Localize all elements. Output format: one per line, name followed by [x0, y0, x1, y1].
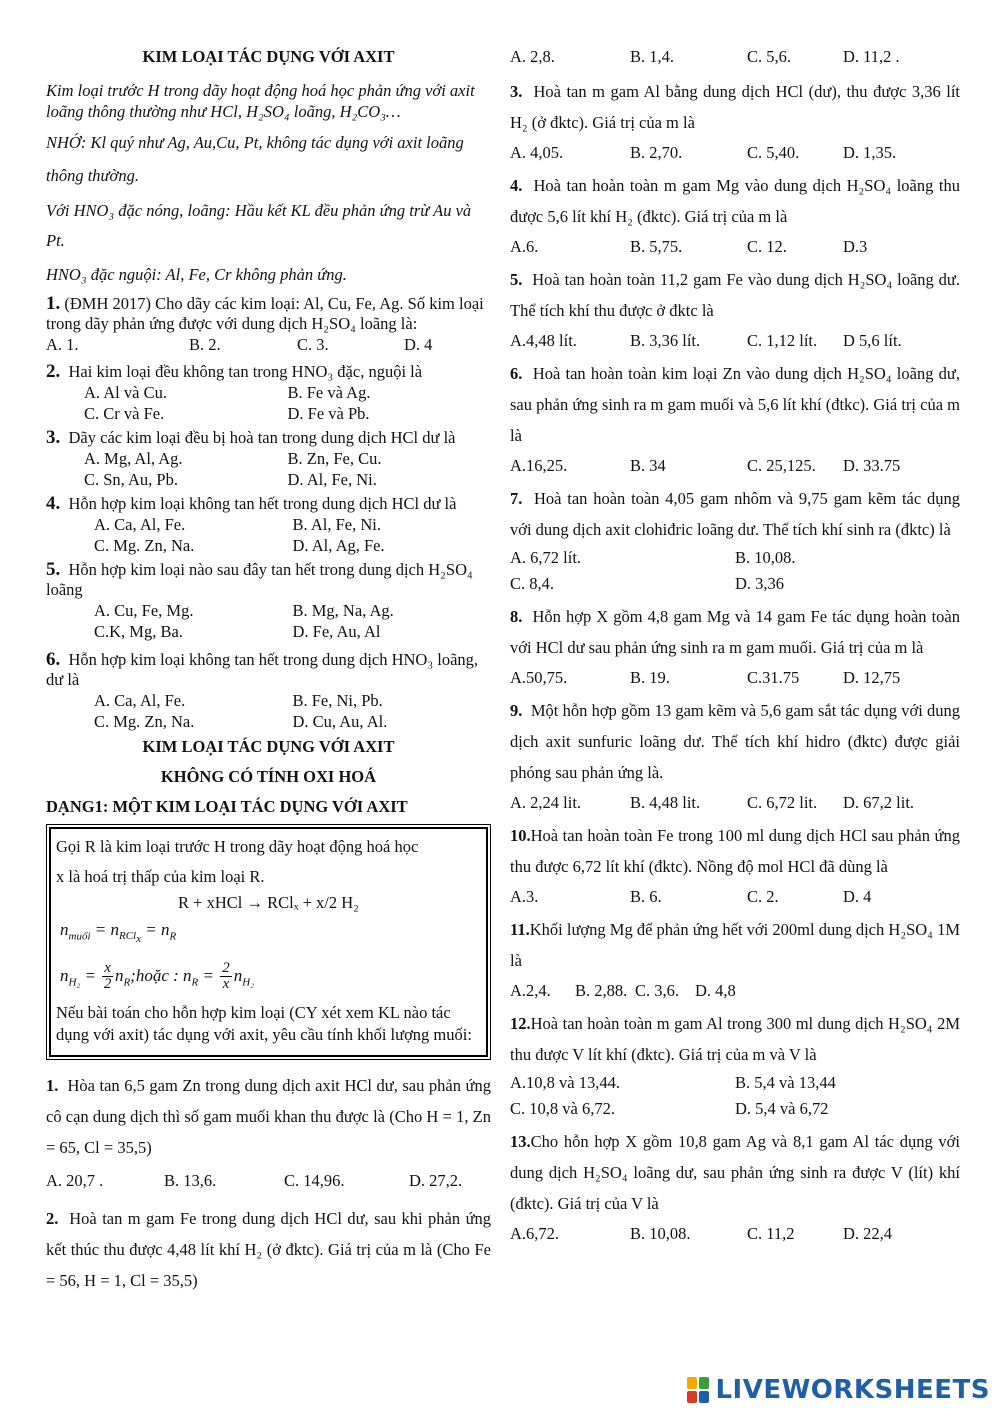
option-a[interactable]: A. 6,72 lít. [510, 548, 582, 567]
option-c[interactable]: C. 5,40. [747, 143, 800, 162]
option-c[interactable]: C. Mg. Zn, Na. [94, 536, 195, 555]
answer-options [510, 326, 960, 356]
question-number: 3. [510, 82, 523, 101]
option-d[interactable]: D. 3,36 [735, 574, 785, 593]
reaction-equation: R + xHCl → RClₓ + x/2 H₂ [178, 893, 359, 912]
option-d[interactable]: D. 4,8 [695, 981, 736, 1000]
note-text: NHỚ: Kl quý như Ag, Au,Cu, Pt, không tác dụng với axit loãng thông thường. [46, 133, 464, 185]
question-number: 2. [46, 1208, 59, 1228]
option-a[interactable]: A. Mg, Al, Ag. [84, 449, 183, 468]
option-d[interactable]: D. 67,2 lit. [843, 793, 915, 812]
question-text: Hoà tan hoàn toàn 11,2 gam Fe vào dung dịch H₂SO₄ loãng dư. Thể tích khí thu được ở đktc là [510, 270, 961, 320]
question-number: 5. [46, 559, 61, 580]
question-number: 10. [510, 826, 531, 845]
section-title: KHÔNG CÓ TÍNH OXI HOÁ [160, 767, 377, 786]
question-text: Hòa tan 6,5 gam Zn trong dung dịch axit HCl dư, sau phản ứng cô cạn dung dịch thì số gam muối khan thu được là (Cho H = 1, Zn = 65, Cl = 35,5) [46, 1075, 491, 1157]
note-text: HNO₃ đặc nguội: Al, Fe, Cr không phản ứng. [46, 265, 347, 284]
box-text: x là hoá trị thấp của kim loại R. [56, 867, 265, 886]
question-text: Hoà tan hoàn toàn m gam Al trong 300 ml dung dịch H₂SO₄ 2M thu được V lít khí (đktc). Giá trị của m và V là [510, 1014, 960, 1064]
question-text: Một hỗn hợp gồm 13 gam kẽm và 5,6 gam sắt tác dụng với dung dịch axit sunfuric loãng dư. Thể tích khí hidro (đktc) được giải phóng sau phản ứng là. [510, 701, 961, 782]
option-b[interactable]: B. Zn, Fe, Cu. [287, 449, 382, 468]
option-b[interactable]: B. 4,48 lit. [630, 793, 701, 812]
section-title: KIM LOẠI TÁC DỤNG VỚI AXIT [142, 47, 395, 66]
option-b[interactable]: B. 1,4. [630, 47, 675, 66]
note-text: Kim loại trước H trong dãy hoạt động hoá học phản ứng với axit loãng thông thường như HCl, H₂SO₄ loãng, H₂CO₃… [46, 81, 475, 121]
question [510, 1126, 960, 1219]
option-d[interactable]: D. Fe và Pb. [287, 404, 370, 423]
option-a[interactable]: A.2,4. [510, 981, 551, 1000]
exercise [46, 1203, 491, 1296]
option-c[interactable]: C. 3. [297, 335, 329, 354]
option-d[interactable]: D. 27,2. [409, 1170, 463, 1190]
question-text: Hai kim loại đều không tan trong HNO₃ đặc, nguội là [68, 362, 423, 381]
option-b[interactable]: B. Fe, Ni, Pb. [292, 691, 383, 710]
question [46, 294, 491, 334]
question [46, 428, 491, 448]
option-d[interactable]: D.3 [843, 237, 868, 256]
option-b[interactable]: B. Mg, Na, Ag. [292, 601, 394, 620]
answer-options [510, 451, 960, 481]
answer-options [510, 976, 960, 1006]
option-c[interactable]: C. 12. [747, 237, 787, 256]
box-text: Gọi R là kim loại trước H trong dãy hoạt động hoá học [56, 837, 419, 856]
answer-options [510, 663, 960, 693]
question-number: 8. [510, 607, 523, 626]
answer-options [510, 788, 960, 818]
answer-options [46, 1165, 491, 1197]
option-a[interactable]: A. 20,7 . [46, 1170, 104, 1190]
left-column [46, 46, 491, 1296]
option-b[interactable]: B. 19. [630, 668, 670, 687]
liveworksheets-logo [687, 1373, 990, 1407]
question [46, 560, 491, 600]
option-c[interactable]: C. 8,4. [510, 574, 555, 593]
option-b[interactable]: B. 2,88. [575, 981, 628, 1000]
option-c[interactable]: C. 1,12 lít. [747, 331, 818, 350]
option-d[interactable]: D. Fe, Au, Al [292, 622, 381, 641]
answer-options [46, 514, 491, 556]
answer-options [46, 600, 491, 642]
question [510, 170, 960, 232]
option-a[interactable]: A.4,48 lít. [510, 331, 577, 350]
option-d[interactable]: D 5,6 lít. [843, 331, 902, 350]
logo-icon [687, 1377, 709, 1403]
option-b[interactable]: B. 2,70. [630, 143, 683, 162]
option-d[interactable]: D. 4 [404, 335, 433, 354]
right-question-list [510, 76, 960, 1249]
option-d[interactable]: D. 12,75 [843, 668, 901, 687]
logo-text: LIVEWORKSHEETS [715, 1375, 990, 1405]
option-b[interactable]: B. 34 [630, 456, 666, 475]
question-text: Hỗn hợp X gồm 4,8 gam Mg và 14 gam Fe tác dụng hoàn toàn với HCl dư sau phản ứng sinh ra m gam muối. Giá trị của m là [510, 607, 960, 657]
question-number: 7. [510, 489, 523, 508]
option-a[interactable]: A. 2,8. [510, 47, 555, 66]
question-text: Hoà tan m gam Al bằng dung dịch HCl (dư), thu được 3,36 lít H₂ (ở đktc). Giá trị của m là [510, 82, 961, 132]
option-c[interactable]: C. 14,96. [284, 1170, 345, 1190]
question-number: 1. [46, 1075, 59, 1095]
option-d[interactable]: D. Cu, Au, Al. [292, 712, 388, 731]
question-text: Hỗn hợp kim loại không tan hết trong dung dịch HNO₃ loãng, dư là [46, 650, 479, 689]
question [510, 483, 960, 545]
question [510, 1008, 960, 1070]
question-text: (ĐMH 2017) Cho dãy các kim loại: Al, Cu, Fe, Ag. Số kim loại trong dãy phản ứng được với dung dịch H₂SO₄ loãng là: [46, 294, 484, 333]
question [510, 358, 960, 451]
option-d[interactable]: D. 11,2 . [843, 47, 900, 66]
option-a[interactable]: A. Cu, Fe, Mg. [94, 601, 194, 620]
option-a[interactable]: A.3. [510, 887, 539, 906]
option-d[interactable]: D. 4 [843, 887, 872, 906]
answer-options [510, 232, 960, 262]
question-number: 6. [46, 649, 61, 670]
option-d[interactable]: D. 5,4 và 6,72 [735, 1099, 829, 1118]
answer-options [510, 882, 960, 912]
question-number: 4. [46, 493, 61, 514]
question-number: 9. [510, 701, 523, 720]
option-c[interactable]: C. 6,72 lit. [747, 793, 818, 812]
question-number: 5. [510, 270, 523, 289]
option-b[interactable]: B. Al, Fe, Ni. [292, 515, 381, 534]
question [510, 914, 960, 976]
option-b[interactable]: B. 5,75. [630, 237, 683, 256]
answer-options [510, 545, 960, 597]
option-a[interactable]: A. 2,24 lit. [510, 793, 582, 812]
question-number: 1. [46, 293, 61, 314]
right-column [510, 44, 960, 1249]
option-a[interactable]: A.50,75. [510, 668, 568, 687]
formula-box [46, 824, 491, 1060]
question-text: Khối lượng Mg để phản ứng hết với 200ml dung dịch H₂SO₄ 1M là [510, 920, 960, 970]
answer-options [510, 44, 960, 70]
answer-options [46, 334, 491, 356]
option-d[interactable]: D. 22,4 [843, 1224, 893, 1243]
question-text: Hoà tan hoàn toàn m gam Mg vào dung dịch H₂SO₄ loãng thu được 5,6 lít khí H₂ (đktc). Giá trị của m là [510, 176, 961, 226]
option-a[interactable]: A. 1. [46, 335, 79, 354]
question-number: 4. [510, 176, 523, 195]
question-text: Hoà tan m gam Fe trong dung dịch HCl dư, sau khi phản ứng kết thúc thu được 4,48 lít khí H₂ (ở đktc). Giá trị của m là (Cho Fe = 56, H = 1, Cl = 35,5) [46, 1208, 492, 1290]
box-note: Nếu bài toán cho hỗn hợp kim loại (CY xét xem KL nào tác dụng với axit) tác dụng với axit, yêu cầu tính khối lượng muối: [56, 1002, 472, 1044]
question-text: Hỗn hợp kim loại nào sau đây tan hết trong dung dịch H₂SO₄ loãng [46, 560, 473, 599]
question [510, 601, 960, 663]
question-number: 6. [510, 364, 523, 383]
question-number: 11. [510, 920, 530, 939]
option-c[interactable]: C.K, Mg, Ba. [94, 622, 183, 641]
option-b[interactable]: B. 6. [630, 887, 662, 906]
question [510, 264, 960, 326]
option-c[interactable]: C. 11,2 [747, 1224, 795, 1243]
option-c[interactable]: C. Sn, Au, Pb. [84, 470, 178, 489]
exercise [46, 1070, 491, 1163]
option-a[interactable]: A. Ca, Al, Fe. [94, 691, 186, 710]
note-text: Với HNO₃ đặc nóng, loãng: Hầu kết KL đều phản ứng trừ Au và Pt. [46, 201, 472, 250]
option-a[interactable]: A.6,72. [510, 1224, 560, 1243]
question-number: 2. [46, 361, 61, 382]
option-b[interactable]: B. 3,36 lít. [630, 331, 701, 350]
option-d[interactable]: D. Al, Ag, Fe. [292, 536, 385, 555]
option-a[interactable]: A.10,8 và 13,44. [510, 1073, 620, 1092]
option-b[interactable]: B. 13,6. [164, 1170, 217, 1190]
option-c[interactable]: C.31.75 [747, 668, 800, 687]
answer-options [46, 690, 491, 732]
question-number: 12. [510, 1014, 531, 1033]
option-c[interactable]: C. 5,6. [747, 47, 792, 66]
section-title: KIM LOẠI TÁC DỤNG VỚI AXIT [142, 737, 395, 756]
option-d[interactable]: D. Al, Fe, Ni. [287, 470, 377, 489]
option-b[interactable]: B. 10,08. [630, 1224, 691, 1243]
question-number: 13. [510, 1132, 531, 1151]
option-b[interactable]: B. 5,4 và 13,44 [735, 1073, 836, 1092]
option-b[interactable]: B. 10,08. [735, 548, 796, 567]
question-number: 3. [46, 427, 61, 448]
option-c[interactable]: C. 2. [747, 887, 779, 906]
question-text: Cho hỗn hợp X gồm 10,8 gam Ag và 8,1 gam Al tác dụng với dung dịch H₂SO₄ loãng dư, sau phản ứng sinh ra được V (lít) khí (đktc). Giá trị của V là [510, 1132, 960, 1213]
answer-options [510, 1070, 960, 1122]
question-text: Hoà tan hoàn toàn Fe trong 100 ml dung dịch HCl sau phản ứng thu được 6,72 lít khí (đktc). Nồng độ mol HCl đã dùng là [510, 826, 960, 876]
question [510, 820, 960, 882]
question-text: Hoà tan hoàn toàn 4,05 gam nhôm và 9,75 gam kẽm tác dụng với dung dịch axit clohiđric loãng dư. Thể tích khí sinh ra (đktc) là [510, 489, 960, 539]
question-text: Dãy các kim loại đều bị hoà tan trong dung dịch HCl dư là [68, 428, 456, 447]
question-text: Hỗn hợp kim loại không tan hết trong dung dịch HCl dư là [68, 494, 457, 513]
question [46, 494, 491, 514]
formula-muoi: $n_{muối} = n_{RCl_x} = n_R$ [60, 920, 177, 946]
option-d[interactable]: D. 1,35. [843, 143, 897, 162]
answer-options [510, 138, 960, 168]
answer-options [46, 448, 491, 490]
option-b[interactable]: B. Fe và Ag. [287, 383, 371, 402]
option-b[interactable]: B. 2. [189, 335, 221, 354]
option-a[interactable]: A.16,25. [510, 456, 568, 475]
option-c[interactable]: C. 10,8 và 6,72. [510, 1099, 615, 1118]
question-text: Hoà tan hoàn toàn kim loại Zn vào dung dịch H₂SO₄ loãng dư, sau phản ứng sinh ra m gam muối và 5,6 lít khí (đtkc). Giá trị của m là [510, 364, 960, 445]
question [46, 362, 491, 382]
option-d[interactable]: D. 33.75 [843, 456, 901, 475]
option-c[interactable]: C. 3,6. [635, 981, 680, 1000]
section-title: DẠNG1: MỘT KIM LOẠI TÁC DỤNG VỚI AXIT [46, 797, 408, 816]
formula-h2: $n_{H_2}$ = $\frac{x}{2}$ $n_R;hoặc$ : $n_R$ = $\frac{2}{x}$ $n_{H_2}$ [60, 960, 255, 993]
question [510, 695, 960, 788]
option-c[interactable]: C. Cr và Fe. [84, 404, 165, 423]
option-c[interactable]: C. Mg. Zn, Na. [94, 712, 195, 731]
question [46, 650, 491, 690]
option-a[interactable]: A. 4,05. [510, 143, 564, 162]
option-a[interactable]: A. Ca, Al, Fe. [94, 515, 186, 534]
option-c[interactable]: C. 25,125. [747, 456, 816, 475]
question [510, 76, 960, 138]
option-a[interactable]: A. Al và Cu. [84, 383, 167, 402]
answer-options [510, 1219, 960, 1249]
option-a[interactable]: A.6. [510, 237, 539, 256]
answer-options [46, 382, 491, 424]
